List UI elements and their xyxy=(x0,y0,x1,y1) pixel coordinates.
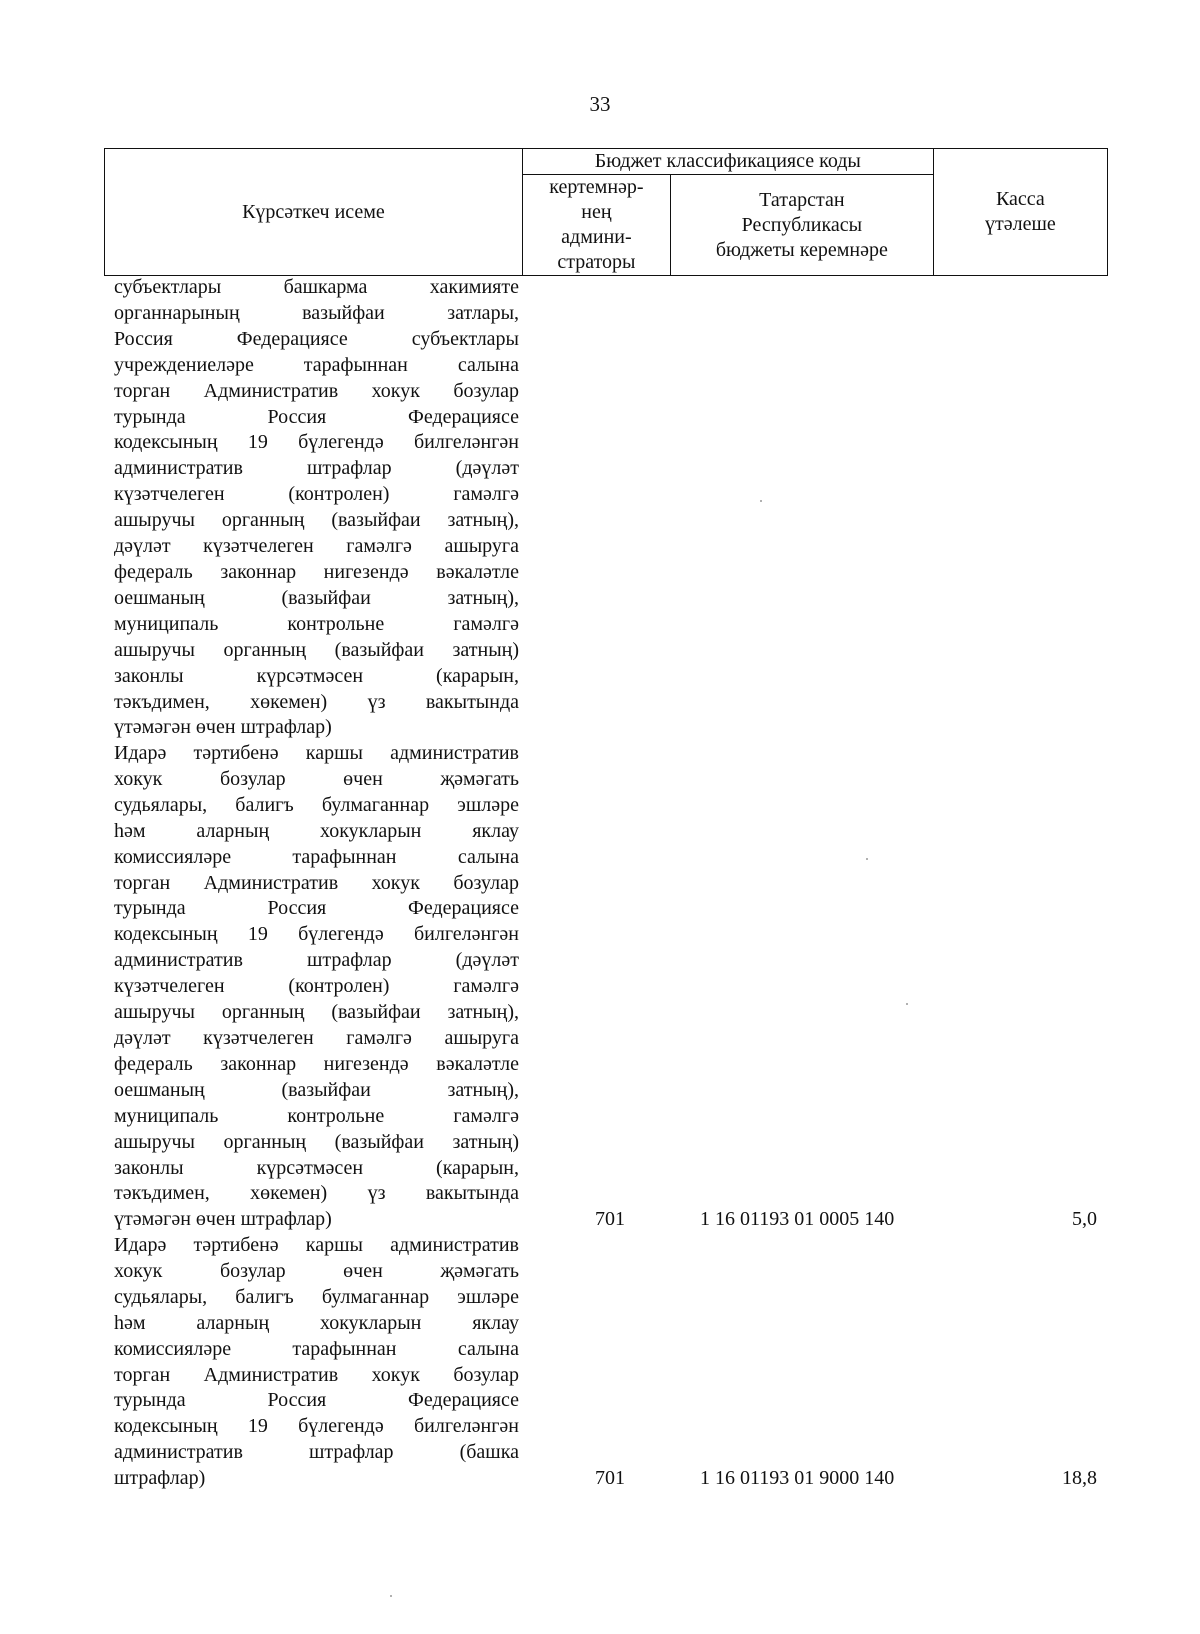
description-line: турында Россия Федерациясе xyxy=(114,1389,519,1412)
budget-revenue-code: 1 16 01193 01 0005 140 xyxy=(700,1208,895,1230)
description-line: оешманың (вазыйфаи затның), xyxy=(114,1078,519,1101)
description-line: законлы күрсәтмәсен (карарын, xyxy=(114,664,519,687)
description-line: торган Административ хокук бозулар xyxy=(114,1363,519,1386)
budget-revenue-code: 1 16 01193 01 9000 140 xyxy=(700,1467,895,1489)
description-line: законлы күрсәтмәсен (карарын, xyxy=(114,1156,519,1179)
description-line: комиссияләре тарафыннан салына xyxy=(114,1337,519,1360)
description-line: торган Административ хокук бозулар xyxy=(114,871,519,894)
description-line: оешманың (вазыйфаи затның), xyxy=(114,586,519,609)
scan-speck xyxy=(866,858,868,860)
indicator-description xyxy=(114,1233,519,1492)
description-line: хокук бозулар өчен җәмәгать xyxy=(114,767,519,790)
description-line: ашыручы органның (вазыйфаи затның) xyxy=(114,638,519,661)
description-line: күзәтчелеген (контролен) гамәлгә xyxy=(114,483,519,506)
description-line: судьялары, балигъ булмаганнар эшләре xyxy=(114,793,519,816)
description-line: дәүләт күзәтчелеген гамәлгә ашыруга xyxy=(114,1026,519,1049)
description-line: органнарының вазыйфаи затлары, xyxy=(114,301,519,324)
description-line: үтәмәгән өчен штрафлар) xyxy=(114,1208,332,1231)
description-line: штрафлар) xyxy=(114,1467,206,1490)
description-line: административ штрафлар (башка xyxy=(114,1441,519,1464)
header-budget-classification-codes: Бюджет классификациясе коды xyxy=(522,149,933,175)
table-header xyxy=(104,148,1108,276)
description-line: күзәтчелеген (контролен) гамәлгә xyxy=(114,975,519,998)
header-revenue-administrators: кертемнәр- нең админи- страторы xyxy=(522,175,670,276)
revenue-administrator-code: 701 xyxy=(595,1467,625,1489)
description-line: субъектлары башкарма хакимияте xyxy=(114,276,519,298)
description-line: һәм аларның хокукларын яклау xyxy=(114,1311,519,1334)
description-line: муниципаль контрольне гамәлгә xyxy=(114,612,519,635)
description-line: административ штрафлар (дәүләт xyxy=(114,949,519,972)
description-line: кодексының 19 бүлегендә билгеләнгән xyxy=(114,923,519,946)
description-line: Идарә тәртибенә каршы административ xyxy=(114,1234,519,1256)
header-indicator-name: Күрсәткеч исеме xyxy=(105,149,523,276)
description-line: ашыручы органның (вазыйфаи затның) xyxy=(114,1130,519,1153)
cash-execution-amount: 5,0 xyxy=(1072,1208,1097,1230)
description-line: федераль законнар нигезендә вәкаләтле xyxy=(114,560,519,583)
description-line: судьялары, балигъ булмаганнар эшләре xyxy=(114,1285,519,1308)
description-line: торган Административ хокук бозулар xyxy=(114,379,519,402)
description-line: тәкъдимен, хөкемен) үз вакытында xyxy=(114,1182,519,1205)
description-line: Россия Федерациясе субъектлары xyxy=(114,327,519,350)
description-line: кодексының 19 бүлегендә билгеләнгән xyxy=(114,1415,519,1438)
scan-speck xyxy=(760,500,762,502)
description-line: административ штрафлар (дәүләт xyxy=(114,457,519,480)
description-line: ашыручы органның (вазыйфаи затның), xyxy=(114,509,519,532)
scan-speck xyxy=(906,1003,908,1005)
indicator-description xyxy=(114,741,519,1233)
description-line: учреждениеләре тарафыннан салына xyxy=(114,353,519,376)
description-line: турында Россия Федерациясе xyxy=(114,897,519,920)
description-line: кодексының 19 бүлегендә билгеләнгән xyxy=(114,431,519,454)
page-number: 33 xyxy=(589,92,611,116)
scan-speck xyxy=(390,1595,392,1597)
description-line: тәкъдимен, хөкемен) үз вакытында xyxy=(114,690,519,713)
description-line: үтәмәгән өчен штрафлар) xyxy=(114,716,332,739)
description-line: ашыручы органның (вазыйфаи затның), xyxy=(114,1001,519,1024)
header-cash-execution: Касса үтәлеше xyxy=(933,149,1107,276)
description-line: федераль законнар нигезендә вәкаләтле xyxy=(114,1052,519,1075)
description-line: турында Россия Федерациясе xyxy=(114,405,519,428)
cash-execution-amount: 18,8 xyxy=(1062,1467,1097,1489)
revenue-administrator-code: 701 xyxy=(595,1208,625,1230)
description-line: комиссияләре тарафыннан салына xyxy=(114,845,519,868)
description-line: дәүләт күзәтчелеген гамәлгә ашыруга xyxy=(114,535,519,558)
description-line: хокук бозулар өчен җәмәгать xyxy=(114,1259,519,1282)
header-tatarstan-budget-revenues: Татарстан Республикасы бюджеты керемнәре xyxy=(670,175,933,276)
description-line: муниципаль контрольне гамәлгә xyxy=(114,1104,519,1127)
description-line: һәм аларның хокукларын яклау xyxy=(114,819,519,842)
indicator-description xyxy=(114,275,519,741)
description-line: Идарә тәртибенә каршы административ xyxy=(114,742,519,764)
